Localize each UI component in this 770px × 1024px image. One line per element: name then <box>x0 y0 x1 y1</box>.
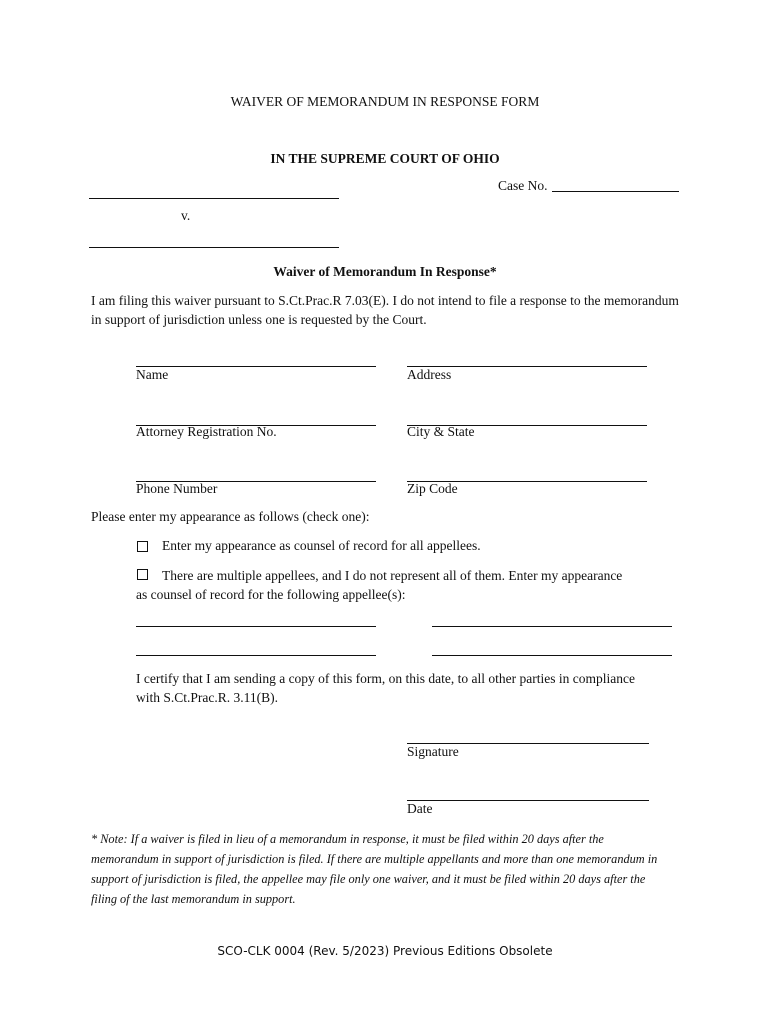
form-footer: SCO-CLK 0004 (Rev. 5/2023) Previous Editions Obsolete <box>217 944 553 958</box>
certify-paragraph: I certify that I am sending a copy of this form, on this date, to all other parties in compliance with S.Ct.Prac.R. 3.11(B). <box>136 671 635 705</box>
date-field[interactable] <box>407 800 649 801</box>
signature-label: Signature <box>407 744 459 759</box>
court-heading: IN THE SUPREME COURT OF OHIO <box>270 151 500 166</box>
appellee-field-3[interactable] <box>136 655 376 656</box>
all-appellees-checkbox[interactable] <box>137 541 148 552</box>
appellee-field-4[interactable] <box>432 655 672 656</box>
case-no-label: Case No. <box>498 178 548 193</box>
section-title: Waiver of Memorandum In Response* <box>273 264 497 279</box>
appellee-name-field[interactable] <box>89 247 339 248</box>
date-label: Date <box>407 801 433 816</box>
multiple-appellees-option-label: There are multiple appellees, and I do not represent all of them. Enter my appearance as counsel of record for the following appellee(s): <box>136 568 623 602</box>
zip-label: Zip Code <box>407 481 458 496</box>
appellee-field-1[interactable] <box>136 626 376 627</box>
form-title: WAIVER OF MEMORANDUM IN RESPONSE FORM <box>230 94 540 109</box>
appearance-prompt: Please enter my appearance as follows (check one): <box>91 509 370 524</box>
intro-paragraph: I am filing this waiver pursuant to S.Ct.Prac.R 7.03(E). I do not intend to file a response to the memorandum in support of jurisdiction unless one is requested by the Court. <box>91 293 679 327</box>
case-no-field[interactable] <box>552 191 679 192</box>
name-label: Name <box>136 367 169 382</box>
name-field[interactable] <box>136 366 376 367</box>
appellant-name-field[interactable] <box>89 198 339 199</box>
phone-label: Phone Number <box>136 481 218 496</box>
versus-label: v. <box>181 208 191 223</box>
attorney-registration-label: Attorney Registration No. <box>136 424 277 439</box>
footnote: * Note: If a waiver is filed in lieu of a memorandum in response, it must be filed within 20 days after the memorandum in support of jurisdiction is filed. If there are multiple appellants and more than one memorandum in support of jurisdiction is filed, the appellee may file only one waiver, and it must be filed within 20 days after the filing of the last memorandum in support. <box>91 832 658 906</box>
appellee-field-2[interactable] <box>432 626 672 627</box>
city-state-label: City & State <box>407 424 475 439</box>
address-label: Address <box>407 367 452 382</box>
all-appellees-option-label: Enter my appearance as counsel of record for all appellees. <box>162 538 481 553</box>
